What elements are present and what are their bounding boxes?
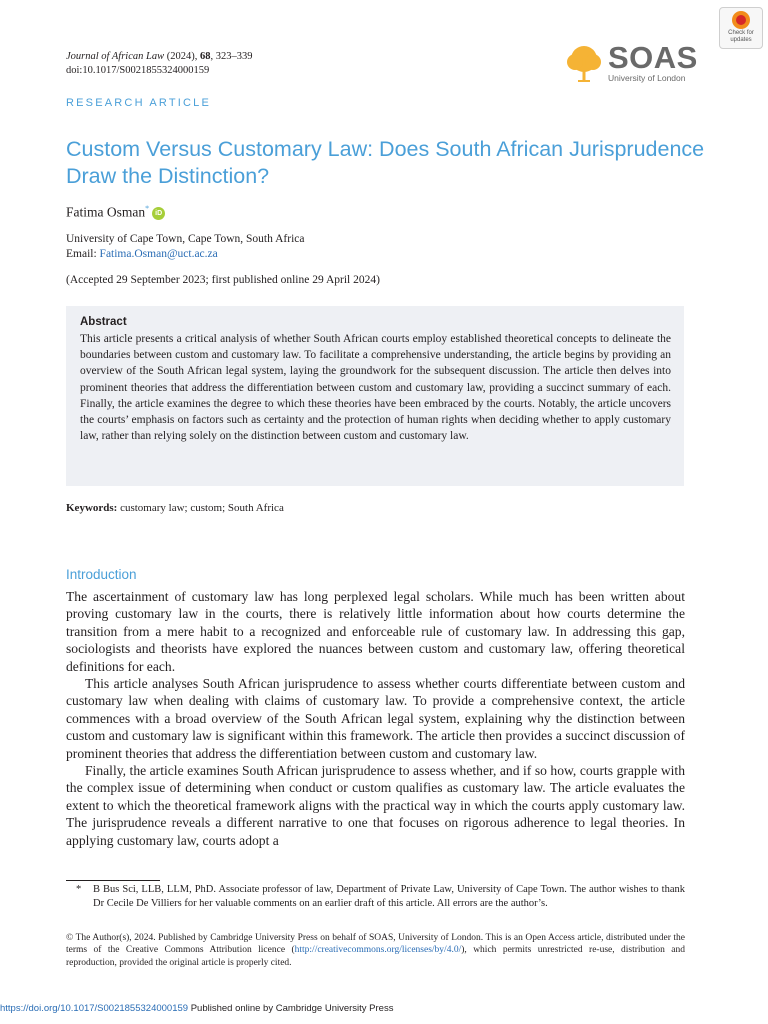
keywords-values: customary law; custom; South Africa: [117, 502, 284, 514]
footnote: [66, 883, 685, 911]
copyright-notice: [66, 932, 685, 969]
author-footnote-marker[interactable]: *: [145, 204, 150, 213]
introduction-body: [66, 588, 685, 849]
check-for-updates-label: Check for updates: [728, 30, 754, 43]
license-link[interactable]: http://creativecommons.org/licenses/by/4.0/: [294, 945, 462, 956]
crossmark-icon: [732, 11, 750, 29]
footnote-divider: [66, 880, 160, 881]
journal-doi: doi:10.1017/S0021855324000159: [66, 65, 210, 76]
article-title: Custom Versus Customary Law: Does South African Jurisprudence Draw the Distinction?: [66, 137, 705, 188]
author-name[interactable]: Fatima Osman: [66, 204, 146, 220]
soas-tree-logo-icon: [564, 44, 604, 84]
paragraph: This article analyses South African jurisprudence to assess whether courts differentiate between custom and customary law when dealing with claims of customary law. To provide a comprehensive context, the article commences with a broad overview of the South African legal system, explaining why the distinction between custom and customary law is significant within this framework. The article then provides a succinct discussion of prominent theories that address the differentiation between custom and customary law.: [66, 676, 685, 761]
copyright-text-end: ), which permits unrestricted re-use, distribution and reproduction, provided the original article is properly cited.: [66, 945, 685, 968]
check-for-updates-badge[interactable]: [719, 7, 763, 49]
email-label: Email:: [66, 248, 100, 260]
publication-dates: (Accepted 29 September 2023; first published online 29 April 2024): [66, 274, 380, 286]
journal-pages: , 323–339: [210, 51, 253, 62]
paragraph: Finally, the article examines South African jurisprudence to assess whether, and if so how, courts grapple with the complex issue of determining when conduct or custom qualifies as customary law. The article evaluates the extent to which the theoretical framework aligns with the practical way in which the courts apply customary law. The jurisprudence reveals a different narrative to one that focuses on rigorous adherence to legal theories. In applying customary law, courts adopt a: [66, 763, 685, 848]
footnote-text: B Bus Sci, LLB, LLM, PhD. Associate professor of law, Department of Private Law, University of Cape Town. The author wishes to thank Dr Cecile De Villiers for her valuable comments on an earlier draft of this article. All errors are the author’s.: [93, 884, 685, 910]
affiliation-block: [66, 232, 304, 262]
journal-year: (2024),: [164, 51, 200, 62]
abstract-text: This article presents a critical analysis of whether South African courts employ established theoretical concepts to delineate the boundaries between custom and customary law. To facilitate a comprehensive understanding, the article begins by providing an overview of the South African legal system, laying the groundwork for the subsequent discussion. The article then delves into prominent theories that address the differentiation between custom and customary law, providing a succinct summary of each. Finally, the article examines the degree to which these theories have been embraced by the courts. Notably, the article uncovers the courts’ emphasis on factors such as certainty and the protection of human rights when deciding whether to apply customary law, rather than relying solely on the distinction between custom and customary law.: [80, 333, 671, 443]
keywords-label: Keywords:: [66, 502, 118, 514]
journal-volume: 68: [199, 51, 211, 62]
footer-doi-link[interactable]: https://doi.org/10.1017/S0021855324000159: [0, 1003, 189, 1014]
journal-title: Journal of African Law: [66, 51, 165, 62]
abstract-heading: Abstract: [80, 316, 127, 328]
author-email-link[interactable]: Fatima.Osman@uct.ac.za: [99, 248, 218, 260]
footer-published-text: Published online by Cambridge University Press: [188, 1003, 394, 1014]
footnote-mark: *: [76, 884, 82, 895]
copyright-text: © The Author(s), 2024. Published by Cambridge University Press on behalf of SOAS, University of London. This is an Open Access article, distributed under the terms of the Creative Commons Attribution licence (: [66, 933, 685, 956]
affiliation-institution: University of Cape Town, Cape Town, South Africa: [66, 233, 305, 245]
publisher-logo-subtitle: University of London: [608, 73, 686, 83]
footer-doi-bar: [0, 1003, 393, 1014]
article-type: RESEARCH ARTICLE: [66, 97, 212, 109]
publisher-logo-name: SOAS: [608, 40, 698, 75]
orcid-icon[interactable]: iD: [152, 207, 165, 220]
paragraph: The ascertainment of customary law has long perplexed legal scholars. While much has been written about proving customary law in the courts, there is relatively little information about how courts determine the transition from a mere habit to a recognized and enforceable rule of customary law. In addressing this gap, sociologists and theorists have explored the nuances between custom and customary law, offering theoretical definitions for each.: [66, 589, 685, 674]
author-line: [66, 204, 165, 221]
keywords-line: [66, 502, 284, 514]
section-heading-introduction: Introduction: [66, 567, 137, 582]
journal-citation: [66, 50, 252, 78]
